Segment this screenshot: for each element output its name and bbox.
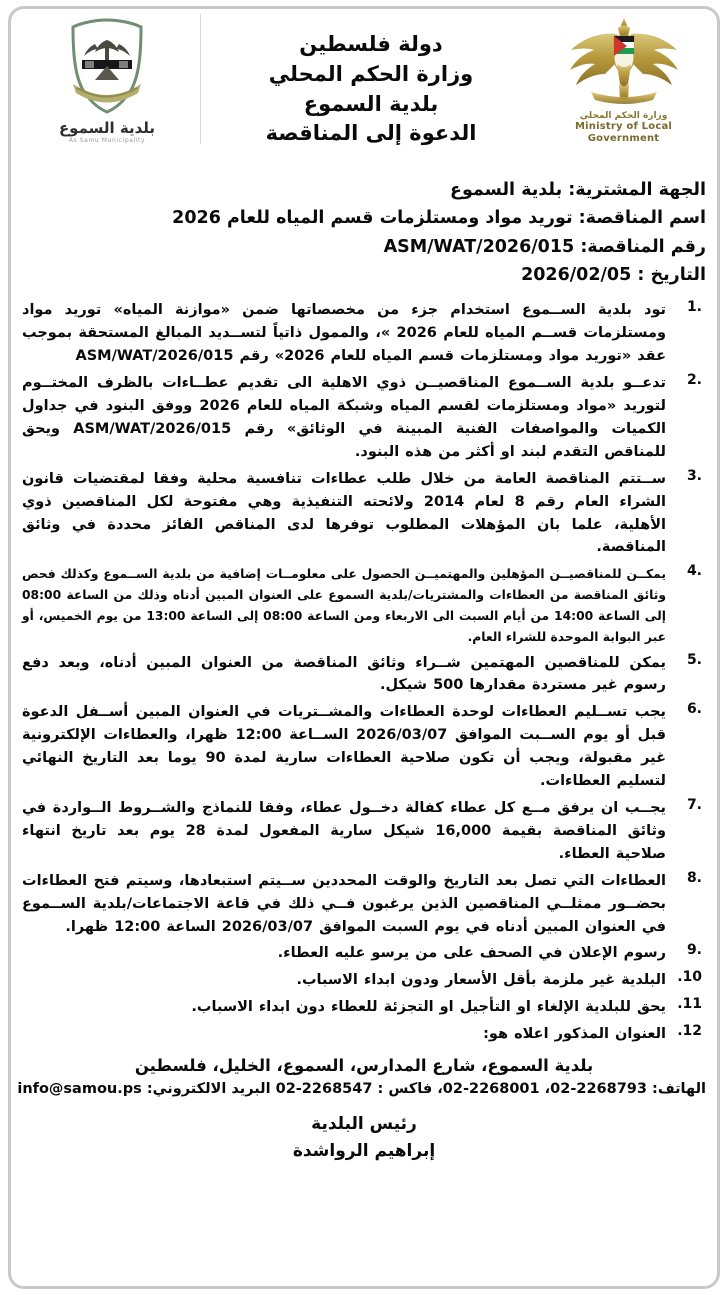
clause-number: 8.	[686, 869, 702, 886]
fax-label: فاكس :	[377, 1080, 433, 1097]
clause-item	[22, 969, 706, 992]
clause-text: رسوم الإعلان في الصحف على من يرسو عليه العطاء.	[277, 945, 666, 962]
clause-item	[22, 563, 706, 647]
tender-name-line	[26, 204, 706, 232]
tender-name-label: اسم المناقصة:	[578, 208, 706, 229]
document-title-block	[201, 14, 541, 149]
clause-number: .12	[677, 1023, 702, 1040]
document-masthead	[22, 14, 706, 162]
clause-text: ســتتم المناقصة العامة من خلال طلب عطاءات تنافسية محلية وفقا لمقتضيات قانون الشراء العام رقم 8 لعام 2014 ولائحته التنفيذية وهي مفتوحة لكل المناقصين ذوي الأهلية، علما بان المؤهلات المطلوب توفرها لدى المناقص الفائز محددة في وثائق المناقصة.	[22, 470, 666, 556]
municipality-caption	[59, 119, 155, 144]
contact-block	[17, 1054, 706, 1101]
clause-item	[22, 1023, 706, 1046]
clause-number: 7.	[686, 796, 702, 813]
clause-item	[22, 652, 706, 698]
title-line-municipality: بلدية السموع	[303, 91, 439, 116]
title-line-state: دولة فلسطين	[299, 32, 443, 56]
clause-item	[22, 870, 706, 939]
buyer-label: الجهة المشترية:	[568, 180, 706, 200]
phone-values: 02-2268001 ،02-2268793	[442, 1080, 647, 1097]
clause-item	[22, 468, 706, 560]
clause-item	[22, 372, 706, 464]
clause-text: العنوان المذكور اعلاه هو:	[483, 1026, 666, 1043]
clause-item	[22, 797, 706, 866]
buyer-value: بلدية السموع	[450, 180, 563, 200]
clause-number: 5.	[686, 651, 702, 668]
tender-date-line	[26, 261, 706, 289]
contact-line: الهاتف: 02-2268001 ،02-2268793، فاكس : 02-2268547 البريد الالكتروني: info@samou.ps	[22, 1079, 706, 1101]
municipality-caption-ar: بلدية السموع	[58, 119, 156, 137]
clause-text: تود بلدية الســموع استخدام جزء من مخصصاتها ضمن «موازنة المياه» توريد مواد ومستلزمات قســم المياه للعام 2026 »، والممول ذاتياً لتســديد المبالغ المستحقة بموجب عقد «توريد مواد ومستلزمات قسم المياه للعام 2026» رقم ASM/WAT/2026/015	[22, 302, 666, 365]
palestine-eagle-emblem-icon	[561, 14, 687, 110]
fax-value: 02-2268547	[275, 1080, 373, 1097]
clause-number: .11	[677, 996, 702, 1013]
ministry-caption-en-line1: Ministry of Local	[574, 121, 673, 133]
clause-text: البلدية غير ملزمة بأقل الأسعار ودون ابداء الاسباب.	[296, 972, 666, 989]
clause-number: 6.	[686, 701, 702, 718]
tender-number-label: رقم المناقصة:	[580, 236, 706, 257]
municipality-shield-seal-icon	[55, 14, 159, 118]
tender-name-value: توريد مواد ومستلزمات قسم المياه للعام 2026	[172, 208, 573, 229]
clause-text: يمكن للمناقصين المهتمين شــراء وثائق المناقصة من العنوان المبين أدناه، وبعد دفع رسوم غير مستردة مقدارها 500 شيكل.	[22, 654, 666, 694]
clause-number: 9.	[686, 942, 702, 959]
clause-item	[22, 942, 706, 965]
clause-item	[22, 701, 706, 793]
title-line-ministry: وزارة الحكم المحلي	[268, 61, 474, 86]
clause-text: يمكــن للمناقصيــن المؤهلين والمهتميــن الحصول على معلومــات إضافية من بلدية الســموع وكذلك فحص وثائق المناقصة من العطاءات والمشتريات/بلدية السموع على العنوان المبين أدناه وذلك من الساعة 08:00 إلى الساعة 14:00 من أيام السبت الى الاربعاء ومن الساعة 08:00 إلى الساعة 13:00 من يوم الخميس، أو عبر البوابة الموحدة للشراء العام.	[22, 567, 667, 645]
tender-date-label: التاريخ :	[637, 265, 706, 286]
title-line-invitation: الدعوة إلى المناقصة	[265, 121, 477, 146]
tender-number-line	[26, 233, 706, 261]
signature-title: رئيس البلدية	[311, 1113, 417, 1134]
clause-text: يجــب ان يرفق مــع كل عطاء كفالة دخــول عطاء، وفقا للنماذج والشــروط الــواردة في وثائق المناقصة بقيمة 16,000 شيكل سارية المفعول لمدة 28 يوم بعد تاريخ انتهاء صلاحية العطاء.	[22, 799, 666, 862]
email-label: البريد الالكتروني:	[146, 1080, 271, 1097]
email-value[interactable]: info@samou.ps	[17, 1080, 142, 1097]
tender-meta-block	[22, 176, 706, 289]
clause-number: 1.	[686, 299, 702, 316]
tender-date-value: 2026/02/05	[521, 265, 632, 286]
clause-number: 3.	[686, 467, 702, 484]
clause-text: العطاءات التي تصل بعد التاريخ والوقت المحددين ســيتم استبعادها، وسيتم فتح العطاءات بحضــور ممثلــي المناقصين الذين يرغبون فــي ذلك في قاعة الاجتماعات/بلدية الســموع في العنوان المبين أدناه في يوم السبت الموافق 2026/03/07 الساعة 12:00 ظهرا.	[22, 872, 666, 935]
tender-number-value: ASM/WAT/2026/015	[383, 236, 575, 257]
tender-clause-list	[22, 299, 706, 1046]
clause-number: 4.	[686, 563, 702, 580]
clause-text: تدعــو بلدية الســموع المناقصيــن ذوي الاهلية الى تقديم عطــاءات بالظرف المختــوم لتوريد «مواد ومستلزمات لقسم المياه وشبكة المياه للعام 2026 ووفق البنود في جداول الكميات والمواصفات الفنية المبينة في الوثائق» رقم ASM/WAT/2026/015 ويحق للمناقص التقدم لبند او أكثر من هذه البنود.	[22, 375, 666, 460]
signature-block	[22, 1111, 706, 1165]
buyer-line	[26, 176, 706, 204]
clause-text: يجب تســليم العطاءات لوحدة العطاءات والمشــتريات في العنوان المبين أســفل الدعوة قبل أو يوم الســبت الموافق 2026/03/07 الســاعة 12:00 ظهرا، والعطاءات الإلكترونية غير مقبولة، ويجب أن تكون صلاحية العطاءات سارية لمدة 90 يوما بعد التاريخ النهائي لتسليم العطاءات.	[22, 704, 667, 790]
phone-label: الهاتف:	[652, 1080, 706, 1097]
ministry-caption	[575, 112, 672, 144]
clause-text: يحق للبلدية الإلغاء او التأجيل او التجزئة للعطاء دون ابداء الاسباب.	[191, 999, 666, 1016]
ministry-logo-block	[541, 14, 706, 144]
municipality-logo-block	[22, 14, 201, 144]
address-line: بلدية السموع، شارع المدارس، السموع، الخليل، فلسطين	[134, 1056, 594, 1076]
clause-number: 2.	[686, 372, 702, 389]
ministry-caption-en-line2: Government	[587, 132, 660, 144]
signature-name: إبراهيم الرواشدة	[292, 1140, 436, 1161]
clause-number: .10	[677, 969, 702, 986]
clause-item	[22, 996, 706, 1019]
clause-item	[22, 299, 706, 368]
ministry-caption-ar: وزارة الحكم المحلي	[579, 111, 668, 121]
municipality-caption-en: As Samu Municipality	[68, 137, 146, 144]
